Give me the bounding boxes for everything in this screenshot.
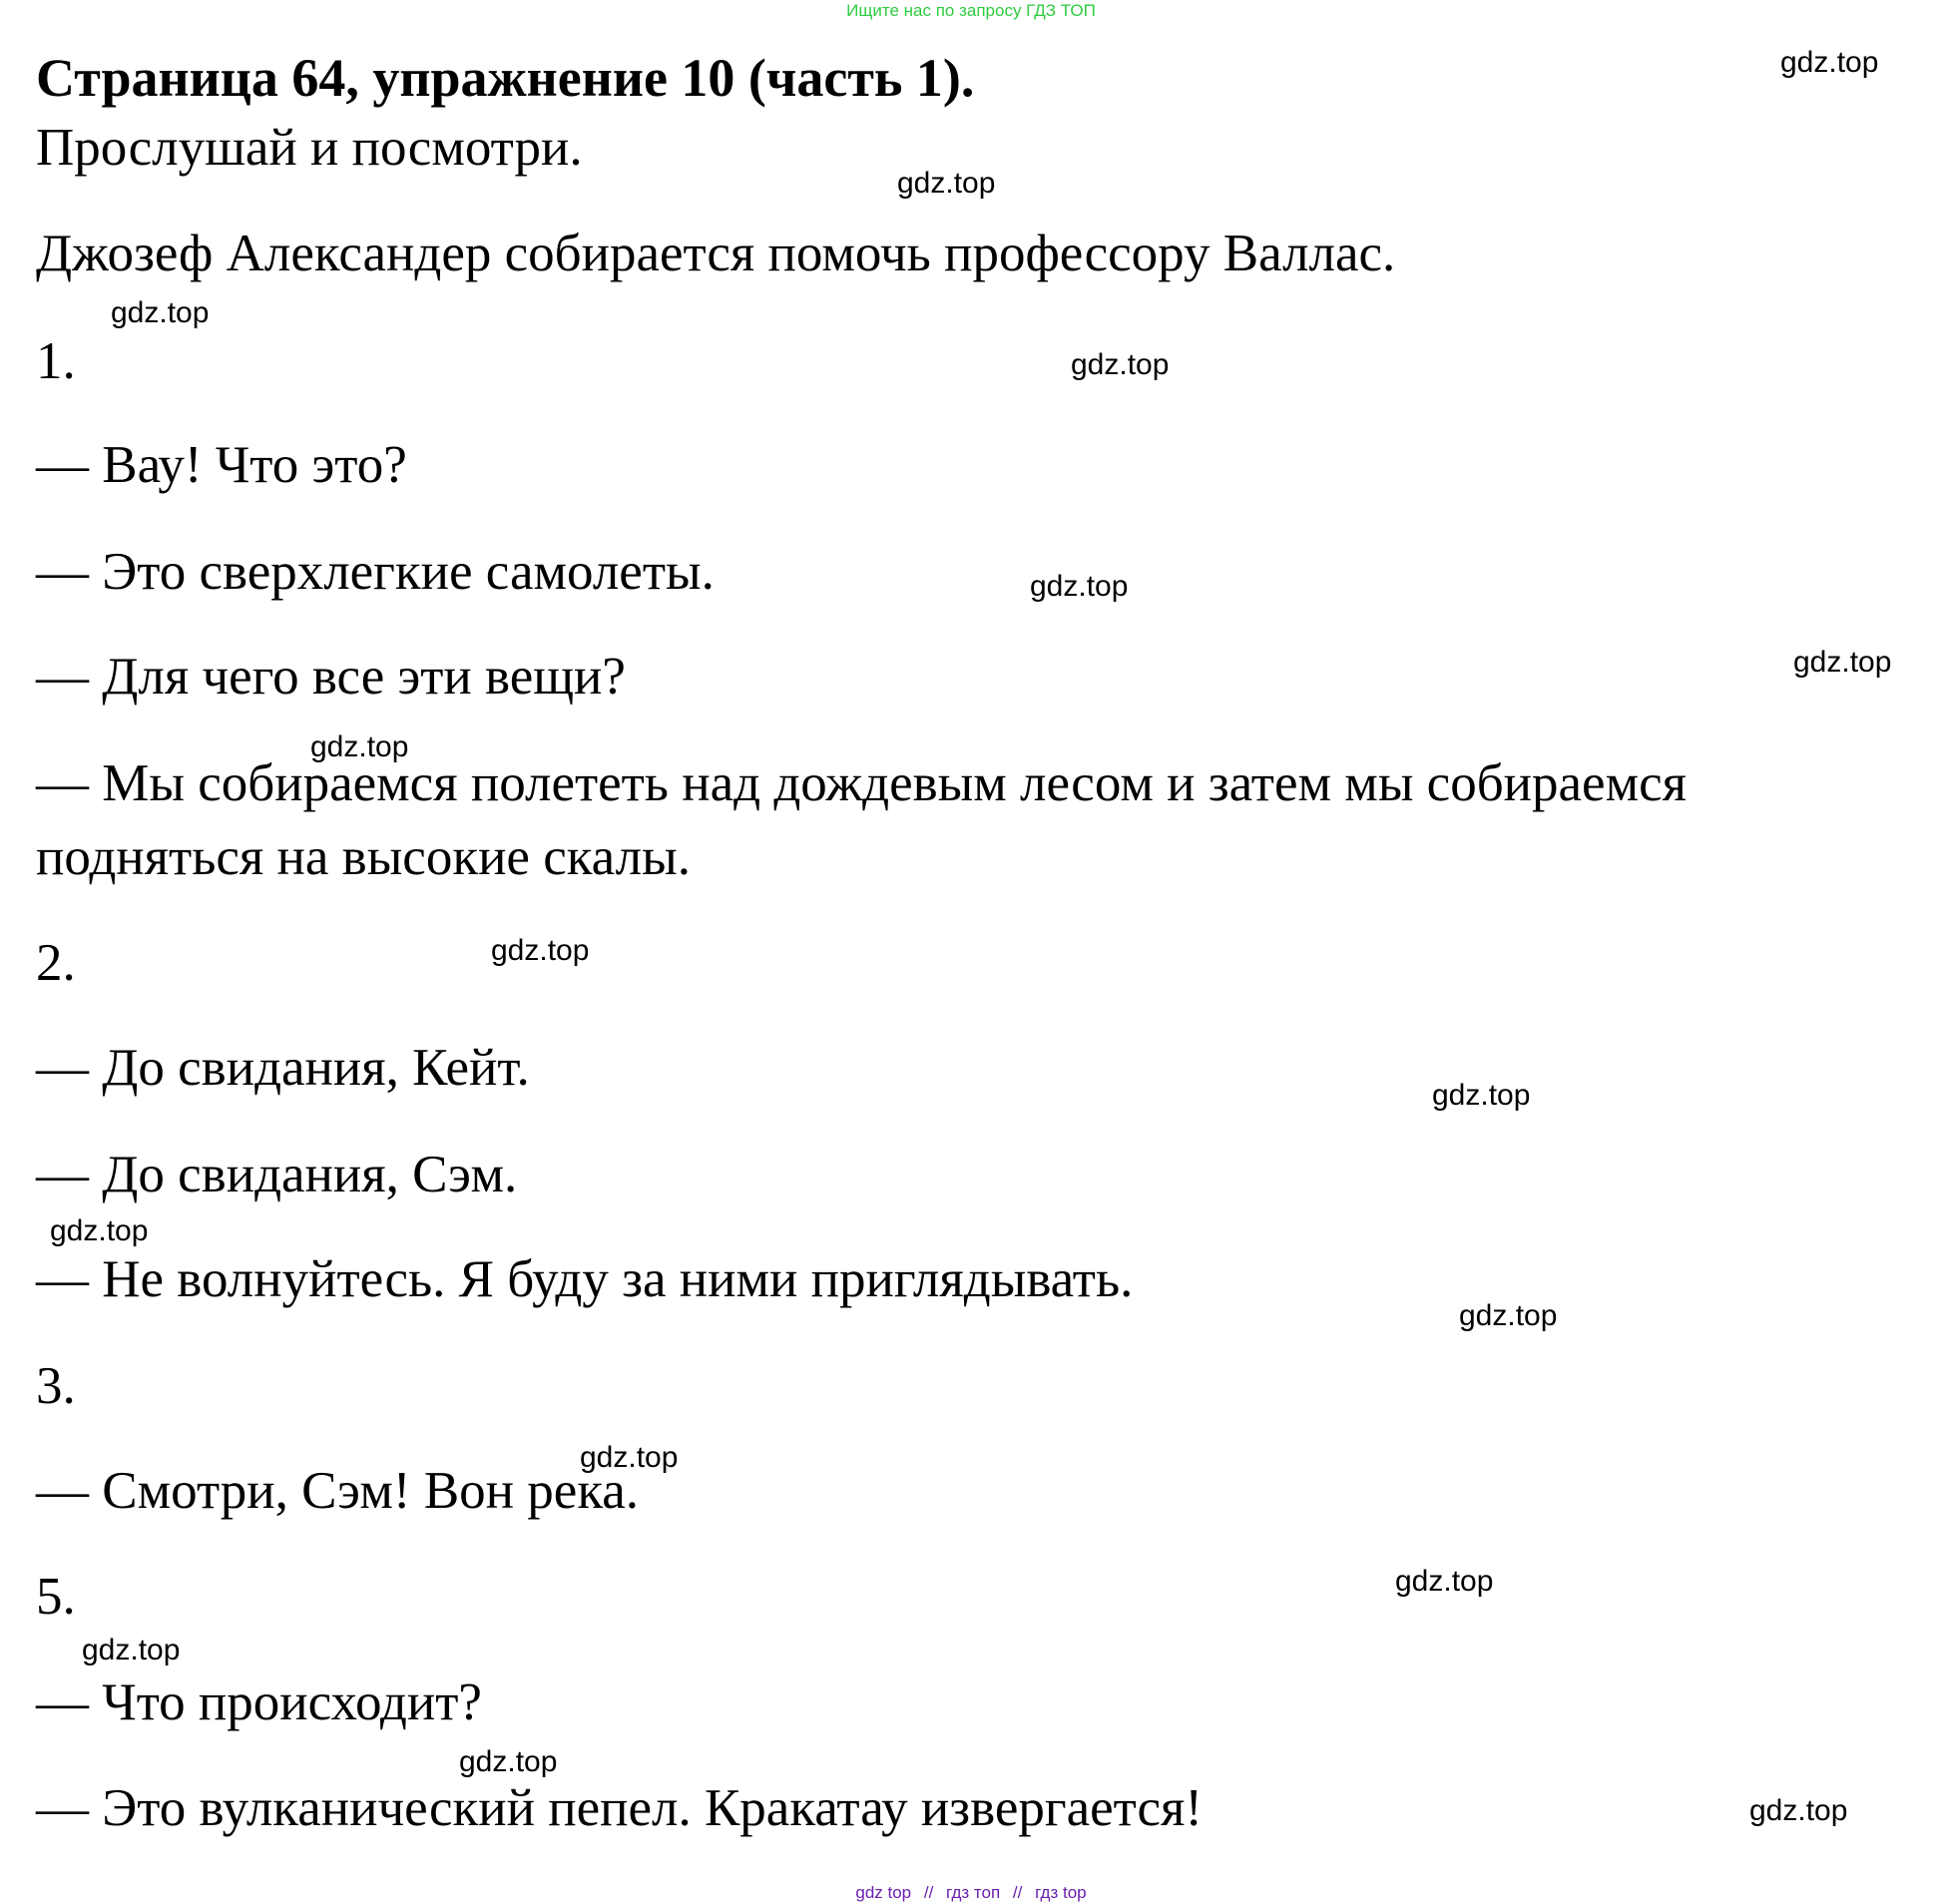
watermark: gdz.top <box>1749 1794 1848 1827</box>
footer-link[interactable]: гдз top <box>1035 1883 1087 1902</box>
watermark: gdz.top <box>491 934 590 967</box>
dialogue-line: — Мы собираемся полететь над дождевым лесом и затем мы собираемся <box>36 754 1688 812</box>
section-number: 1. <box>36 332 76 390</box>
watermark: gdz.top <box>1793 646 1892 679</box>
dialogue-line: подняться на высокие скалы. <box>36 828 691 886</box>
section-number: 3. <box>36 1357 76 1415</box>
dialogue-line: — До свидания, Кейт. <box>36 1039 530 1097</box>
watermark: gdz.top <box>580 1441 679 1474</box>
footer-link[interactable]: гдз топ <box>946 1883 1001 1902</box>
page-title: Страница 64, упражнение 10 (часть 1). <box>36 48 975 108</box>
watermark: gdz.top <box>82 1634 181 1666</box>
watermark: gdz.top <box>1432 1079 1531 1112</box>
dialogue-line: — Для чего все эти вещи? <box>36 648 626 706</box>
footer-links <box>0 1882 1942 1904</box>
watermark: gdz.top <box>459 1745 558 1778</box>
dialogue-line: — До свидания, Сэм. <box>36 1146 518 1203</box>
watermark: gdz.top <box>1071 348 1170 381</box>
instruction-text: Прослушай и посмотри. <box>36 119 583 177</box>
footer-link[interactable]: gdz top <box>855 1883 912 1902</box>
dialogue-line: — Это вулканический пепел. Кракатау извергается! <box>36 1779 1204 1837</box>
watermark: gdz.top <box>1459 1299 1558 1332</box>
watermark: gdz.top <box>50 1214 149 1247</box>
dialogue-line: — Вау! Что это? <box>36 436 407 494</box>
watermark: gdz.top <box>111 296 210 329</box>
watermark: gdz.top <box>1395 1565 1494 1598</box>
section-number: 5. <box>36 1568 76 1626</box>
watermark: gdz.top <box>897 167 996 200</box>
intro-text: Джозеф Александер собирается помочь профессору Валлас. <box>36 225 1396 282</box>
footer-separator: // <box>923 1883 934 1902</box>
top-banner: Ищите нас по запросу ГДЗ ТОП <box>846 1 1096 20</box>
section-number: 2. <box>36 934 76 992</box>
dialogue-line: — Это сверхлегкие самолеты. <box>36 543 715 601</box>
watermark: gdz.top <box>1780 46 1879 79</box>
watermark: gdz.top <box>310 730 409 763</box>
dialogue-line: — Смотри, Сэм! Вон река. <box>36 1462 640 1520</box>
dialogue-line: — Не волнуйтесь. Я буду за ними приглядывать. <box>36 1250 1134 1308</box>
footer-separator: // <box>1012 1883 1023 1902</box>
dialogue-line: — Что происходит? <box>36 1673 482 1731</box>
watermark: gdz.top <box>1030 570 1129 603</box>
